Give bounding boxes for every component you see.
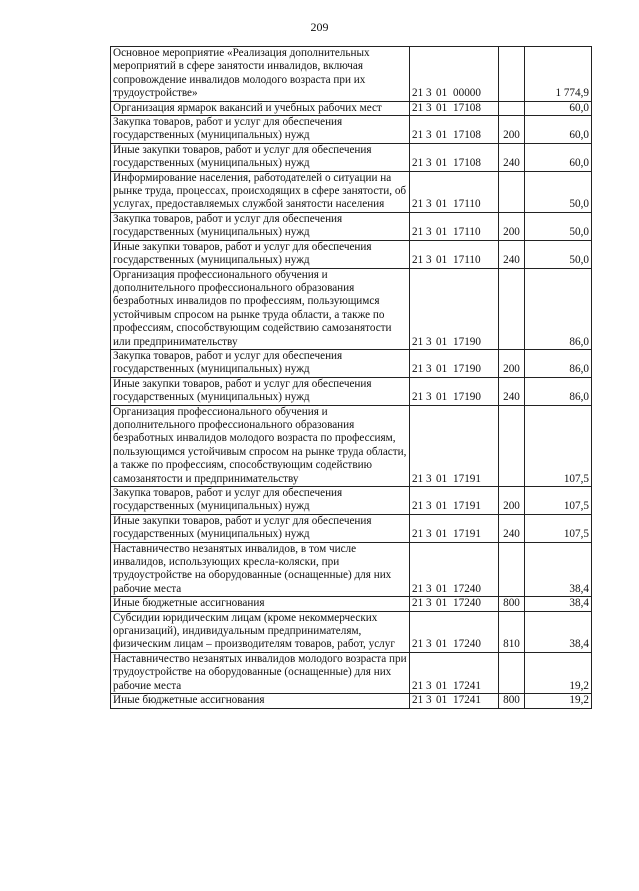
row-expense-type: 240 xyxy=(499,377,525,405)
code-direction: 17240 xyxy=(453,582,481,595)
code-subprogram: 3 xyxy=(426,335,432,348)
code-subprogram: 3 xyxy=(426,679,432,692)
row-expense-type: 200 xyxy=(499,116,525,144)
code-event: 01 xyxy=(436,363,448,376)
row-amount: 86,0 xyxy=(525,377,592,405)
row-description: Иные закупки товаров, работ и услуг для обеспечения государственных (муниципальных) нужд xyxy=(111,240,410,268)
code-program: 21 xyxy=(412,391,424,404)
row-amount: 60,0 xyxy=(525,101,592,115)
row-expense-type xyxy=(499,542,525,597)
row-code xyxy=(410,143,499,171)
code-direction: 17110 xyxy=(453,198,481,211)
code-program: 21 xyxy=(412,472,424,485)
code-direction: 17241 xyxy=(453,679,481,692)
code-program: 21 xyxy=(412,363,424,376)
table-row xyxy=(111,652,592,693)
row-code xyxy=(410,694,499,708)
row-description: Иные бюджетные ассигнования xyxy=(111,694,410,708)
row-amount: 107,5 xyxy=(525,514,592,542)
code-event: 01 xyxy=(436,582,448,595)
table-row xyxy=(111,240,592,268)
code-event: 01 xyxy=(436,500,448,513)
code-event: 01 xyxy=(436,638,448,651)
code-subprogram: 3 xyxy=(426,101,432,114)
code-direction: 17240 xyxy=(453,597,481,610)
code-subprogram: 3 xyxy=(426,694,432,707)
row-expense-type: 200 xyxy=(499,349,525,377)
row-amount: 86,0 xyxy=(525,349,592,377)
row-amount: 19,2 xyxy=(525,694,592,708)
code-direction: 17191 xyxy=(453,500,481,513)
code-program: 21 xyxy=(412,254,424,267)
row-expense-type xyxy=(499,171,525,212)
code-direction: 17190 xyxy=(453,363,481,376)
row-description: Наставничество незанятых инвалидов молодого возраста при трудоустройстве на оборудованные (оснащенные) для них рабочие места xyxy=(111,652,410,693)
table-row xyxy=(111,143,592,171)
row-amount: 107,5 xyxy=(525,487,592,515)
code-direction: 17241 xyxy=(453,694,481,707)
row-expense-type xyxy=(499,405,525,486)
code-program: 21 xyxy=(412,694,424,707)
row-amount: 19,2 xyxy=(525,652,592,693)
row-amount: 50,0 xyxy=(525,171,592,212)
row-description: Основное мероприятие «Реализация дополнительных мероприятий в сфере занятости инвалидов, включая сопровождение инвалидов молодого возраста при их трудоустройстве» xyxy=(111,47,410,102)
code-program: 21 xyxy=(412,335,424,348)
table-row xyxy=(111,487,592,515)
code-direction: 00000 xyxy=(453,87,481,100)
code-subprogram: 3 xyxy=(426,528,432,541)
table-row xyxy=(111,405,592,486)
code-program: 21 xyxy=(412,679,424,692)
table-row xyxy=(111,542,592,597)
code-direction: 17108 xyxy=(453,101,481,114)
code-program: 21 xyxy=(412,101,424,114)
code-program: 21 xyxy=(412,157,424,170)
row-description: Наставничество незанятых инвалидов, в том числе инвалидов, использующих кресла-коляски, при трудоустройстве на оборудованные (оснащенные) для них рабочие места xyxy=(111,542,410,597)
code-event: 01 xyxy=(436,528,448,541)
row-expense-type xyxy=(499,268,525,349)
row-description: Иные бюджетные ассигнования xyxy=(111,597,410,611)
code-subprogram: 3 xyxy=(426,638,432,651)
code-event: 01 xyxy=(436,391,448,404)
code-subprogram: 3 xyxy=(426,87,432,100)
code-subprogram: 3 xyxy=(426,500,432,513)
code-event: 01 xyxy=(436,226,448,239)
row-description: Иные закупки товаров, работ и услуг для обеспечения государственных (муниципальных) нужд xyxy=(111,143,410,171)
code-program: 21 xyxy=(412,638,424,651)
row-amount: 60,0 xyxy=(525,143,592,171)
row-code xyxy=(410,171,499,212)
code-event: 01 xyxy=(436,597,448,610)
row-code xyxy=(410,268,499,349)
code-event: 01 xyxy=(436,335,448,348)
code-event: 01 xyxy=(436,129,448,142)
row-description: Иные закупки товаров, работ и услуг для обеспечения государственных (муниципальных) нужд xyxy=(111,377,410,405)
row-amount: 86,0 xyxy=(525,268,592,349)
table-row xyxy=(111,171,592,212)
table-row xyxy=(111,212,592,240)
page-number: 209 xyxy=(310,20,329,34)
row-code xyxy=(410,212,499,240)
row-description: Иные закупки товаров, работ и услуг для обеспечения государственных (муниципальных) нужд xyxy=(111,514,410,542)
row-description: Закупка товаров, работ и услуг для обеспечения государственных (муниципальных) нужд xyxy=(111,487,410,515)
code-program: 21 xyxy=(412,226,424,239)
code-event: 01 xyxy=(436,157,448,170)
row-amount: 60,0 xyxy=(525,116,592,144)
row-code xyxy=(410,47,499,102)
row-code xyxy=(410,487,499,515)
code-direction: 17110 xyxy=(453,226,481,239)
code-event: 01 xyxy=(436,679,448,692)
row-expense-type: 800 xyxy=(499,597,525,611)
code-subprogram: 3 xyxy=(426,129,432,142)
row-expense-type: 200 xyxy=(499,212,525,240)
code-direction: 17190 xyxy=(453,391,481,404)
row-expense-type xyxy=(499,652,525,693)
code-subprogram: 3 xyxy=(426,157,432,170)
row-expense-type xyxy=(499,101,525,115)
row-expense-type: 810 xyxy=(499,611,525,652)
row-amount: 1 774,9 xyxy=(525,47,592,102)
table-row xyxy=(111,597,592,611)
code-direction: 17191 xyxy=(453,472,481,485)
table-row xyxy=(111,694,592,708)
code-event: 01 xyxy=(436,472,448,485)
code-subprogram: 3 xyxy=(426,198,432,211)
code-subprogram: 3 xyxy=(426,597,432,610)
code-program: 21 xyxy=(412,582,424,595)
table-row xyxy=(111,349,592,377)
row-code xyxy=(410,514,499,542)
row-expense-type: 240 xyxy=(499,143,525,171)
code-direction: 17191 xyxy=(453,528,481,541)
row-description: Информирование населения, работодателей о ситуации на рынке труда, процессах, происходящих в сфере занятости, об услугах, предоставляемых службой занятости населения xyxy=(111,171,410,212)
table-row xyxy=(111,377,592,405)
code-subprogram: 3 xyxy=(426,254,432,267)
row-description: Организация ярмарок вакансий и учебных рабочих мест xyxy=(111,101,410,115)
code-subprogram: 3 xyxy=(426,363,432,376)
code-event: 01 xyxy=(436,254,448,267)
table-row xyxy=(111,268,592,349)
row-description: Закупка товаров, работ и услуг для обеспечения государственных (муниципальных) нужд xyxy=(111,212,410,240)
row-code xyxy=(410,652,499,693)
row-description: Организация профессионального обучения и дополнительного профессионального образования безработных инвалидов по профессиям, пользующимся устойчивым спросом на рынке труда области, а также по профессиям, способствующим содействию самозанятости или предпринимательству xyxy=(111,268,410,349)
code-direction: 17108 xyxy=(453,129,481,142)
code-subprogram: 3 xyxy=(426,582,432,595)
code-program: 21 xyxy=(412,129,424,142)
code-event: 01 xyxy=(436,198,448,211)
table-row xyxy=(111,47,592,102)
row-description: Организация профессионального обучения и дополнительного профессионального образования безработных инвалидов молодого возраста по профессиям, пользующимся устойчивым спросом на рынке труда области, а также по профессиям, способствующим содействию самозанятости и предпринимательству xyxy=(111,405,410,486)
table-row xyxy=(111,514,592,542)
code-direction: 17108 xyxy=(453,157,481,170)
table-row xyxy=(111,611,592,652)
code-event: 01 xyxy=(436,101,448,114)
row-amount: 107,5 xyxy=(525,405,592,486)
row-code xyxy=(410,349,499,377)
row-description: Закупка товаров, работ и услуг для обеспечения государственных (муниципальных) нужд xyxy=(111,116,410,144)
code-program: 21 xyxy=(412,87,424,100)
row-description: Закупка товаров, работ и услуг для обеспечения государственных (муниципальных) нужд xyxy=(111,349,410,377)
code-program: 21 xyxy=(412,597,424,610)
row-amount: 38,4 xyxy=(525,611,592,652)
budget-table xyxy=(110,46,592,709)
row-amount: 50,0 xyxy=(525,240,592,268)
row-code xyxy=(410,611,499,652)
row-code xyxy=(410,405,499,486)
row-amount: 50,0 xyxy=(525,212,592,240)
code-event: 01 xyxy=(436,694,448,707)
row-expense-type: 240 xyxy=(499,514,525,542)
row-code xyxy=(410,116,499,144)
row-description: Субсидии юридическим лицам (кроме некоммерческих организаций), индивидуальным предпринимателям, физическим лицам – производителям товаров, работ, услуг xyxy=(111,611,410,652)
table-row xyxy=(111,101,592,115)
row-amount: 38,4 xyxy=(525,542,592,597)
code-subprogram: 3 xyxy=(426,391,432,404)
row-code xyxy=(410,101,499,115)
row-expense-type: 240 xyxy=(499,240,525,268)
table-row xyxy=(111,116,592,144)
row-code xyxy=(410,240,499,268)
code-program: 21 xyxy=(412,528,424,541)
budget-table-body xyxy=(111,47,592,709)
row-expense-type: 200 xyxy=(499,487,525,515)
code-direction: 17240 xyxy=(453,638,481,651)
row-code xyxy=(410,542,499,597)
code-event: 01 xyxy=(436,87,448,100)
row-code xyxy=(410,597,499,611)
code-direction: 17190 xyxy=(453,335,481,348)
row-expense-type: 800 xyxy=(499,694,525,708)
code-subprogram: 3 xyxy=(426,226,432,239)
row-code xyxy=(410,377,499,405)
code-subprogram: 3 xyxy=(426,472,432,485)
code-program: 21 xyxy=(412,500,424,513)
code-direction: 17110 xyxy=(453,254,481,267)
row-amount: 38,4 xyxy=(525,597,592,611)
row-expense-type xyxy=(499,47,525,102)
code-program: 21 xyxy=(412,198,424,211)
